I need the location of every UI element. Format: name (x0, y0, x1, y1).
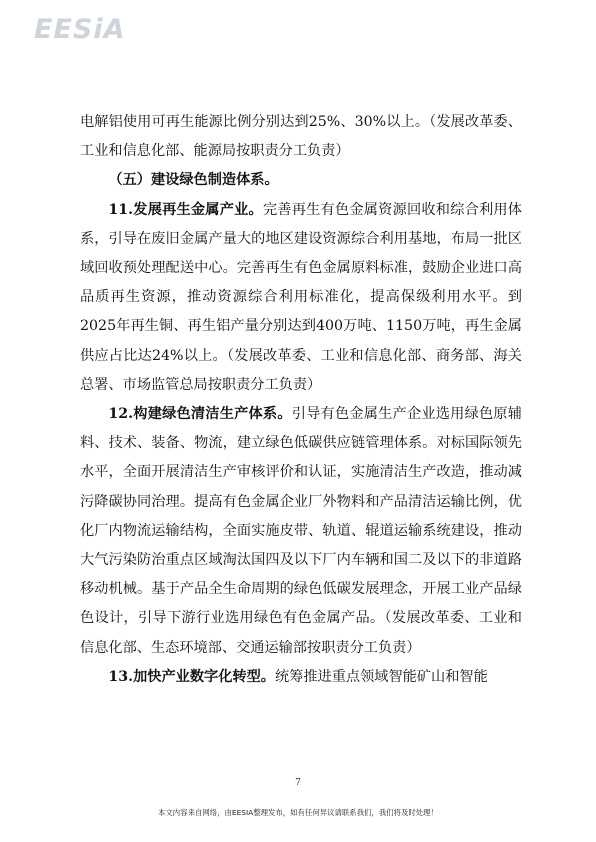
section-heading: （五）建设绿色制造体系。 (108, 172, 279, 189)
paragraph-item-12 (80, 400, 522, 663)
item-13-text: 统筹推进重点领域智能矿山和智能 (274, 668, 488, 685)
page-number: 7 (295, 778, 301, 788)
paragraph-item-13 (80, 663, 522, 692)
item-12-text: 引导有色金属生产企业选用绿色原辅料、技术、装备、物流，建立绿色低碳供应链管理体系。对标国际领先水平，全面开展清洁生产审核评价和认证，实施清洁生产改造，推动减污降碳协同治理。提高有色金属企业厂外物料和产品清洁运输比例，优化厂内物流运输结构，全面实施皮带、轨道、辊道运输系统建设，推动大气污染防治重点区域淘汰国四及以下厂内车辆和国二及以下的非道路移动机械。基于产品全生命周期的绿色低碳发展理念，开展工业产品绿色设计，引导下游行业选用绿色有色金属产品。（发展改革委、工业和信息化部、生态环境部、交通运输部按职责分工负责） (80, 406, 522, 656)
eesia-logo: EESiA (34, 14, 126, 45)
paragraph-continuation: 电解铝使用可再生能源比例分别达到25%、30%以上。（发展改革委、工业和信息化部、能源局按职责分工负责） (80, 114, 522, 160)
item-11-title: 11.发展再生金属产业。 (108, 201, 263, 218)
item-12-title: 12.构建绿色清洁生产体系。 (108, 406, 292, 423)
footer-disclaimer: 本文内容来自网络，由EESIA整理发布，如有任何异议请联系我们，我们将及时处理！ (158, 808, 438, 817)
paragraph-item-11 (80, 196, 522, 400)
item-13-title: 13.加快产业数字化转型。 (108, 668, 275, 685)
document-body (80, 108, 522, 692)
item-11-text: 完善再生有色金属资源回收和综合利用体系，引导在废旧金属产量大的地区建设资源综合利用基地，布局一批区域回收预处理配送中心。完善再生有色金属原料标准，鼓励企业进口高品质再生资源，推动资源综合利用标准化，提高保级利用水平。到2025年再生铜、再生铝产量分别达到400万吨、1150万吨，再生金属供应占比达24%以上。（发展改革委、工业和信息化部、商务部、海关总署、市场监管总局按职责分工负责） (80, 201, 522, 393)
